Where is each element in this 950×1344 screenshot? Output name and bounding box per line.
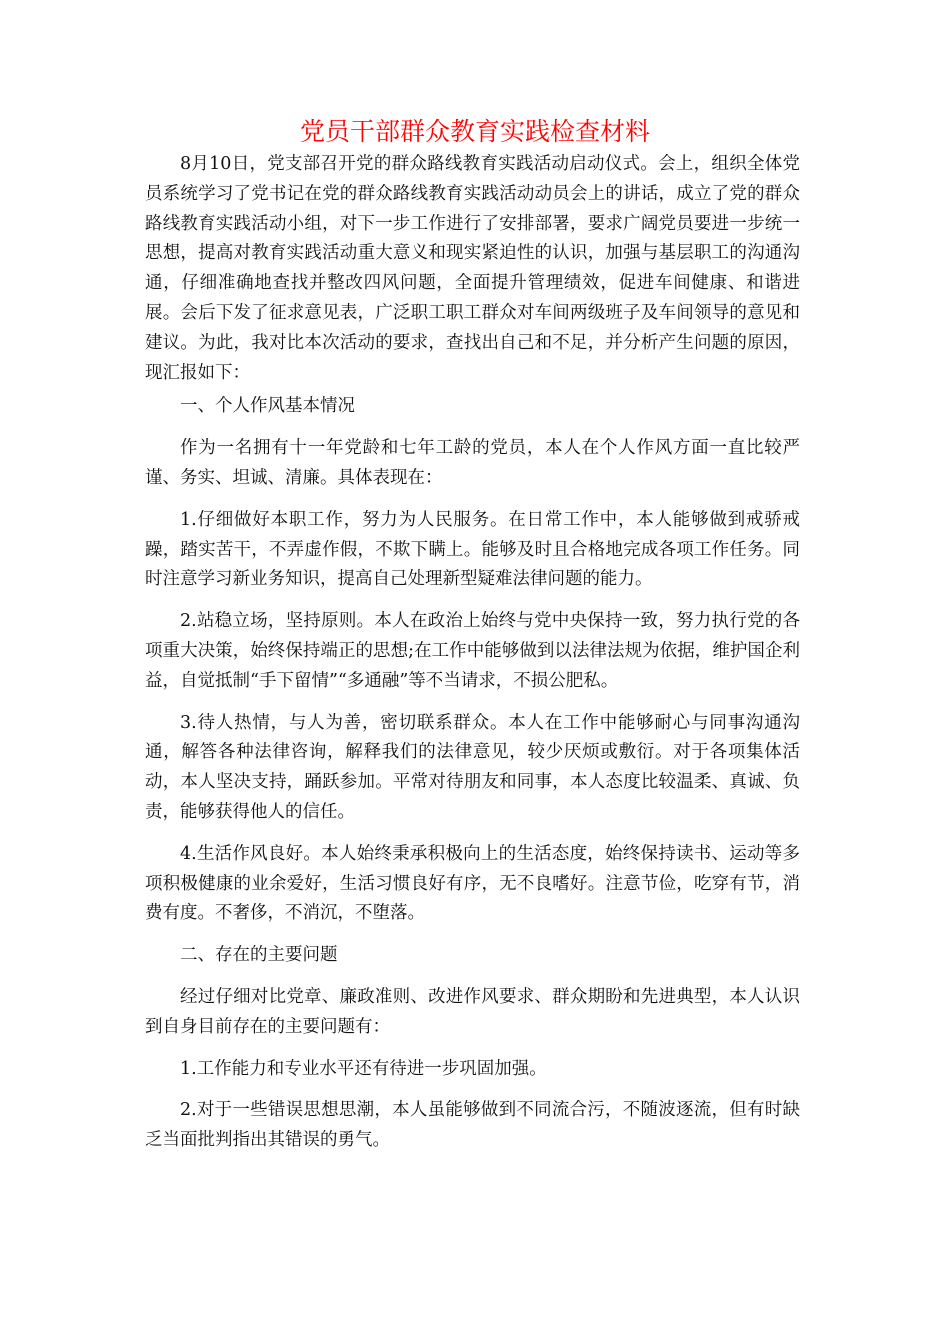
paragraph-intro: 8月10日，党支部召开党的群众路线教育实践活动启动仪式。会上，组织全体党员系统学习了党书记在党的群众路线教育实践活动动员会上的讲话，成立了党的群众路线教育实践活动小组，对下一步工作进行了安排部署，要求广阔党员要进一步统一思想，提高对教育实践活动重大意义和现实紧迫性的认识，加强与基层职工的沟通沟通，仔细准确地查找并整改四风问题，全面提升管理绩效，促进车间健康、和谐进展。会后下发了征求意见表，广泛职工职工群众对车间两级班子及车间领导的意见和建议。为此，我对比本次活动的要求，查找出自己和不足，并分析产生问题的原因，现汇报如下： [145, 154, 800, 383]
list-item-2-2: 2.对于一些错误思想思潮，本人虽能够做到不同流合污，不随波逐流，但有时缺乏当面批判指出其错误的勇气。 [145, 1100, 800, 1151]
paragraph-section-2-intro: 经过仔细对比党章、廉政准则、改进作风要求、群众期盼和先进典型，本人认识到自身目前存在的主要问题有： [145, 986, 800, 1037]
list-item-1-1: 1.仔细做好本职工作，努力为人民服务。在日常工作中，本人能够做到戒骄戒躁，踏实苦干，不弄虚作假，不欺下瞒上。能够及时且合格地完成各项工作任务。同时注意学习新业务知识，提高自己处理新型疑难法律问题的能力。 [145, 509, 800, 590]
list-item-1-3: 3.待人热情，与人为善，密切联系群众。本人在工作中能够耐心与同事沟通沟通，解答各种法律咨询，解释我们的法律意见，较少厌烦或敷衍。对于各项集体活动，本人坚决支持，踊跃参加。平常对待朋友和同事，本人态度比较温柔、真诚、负责，能够获得他人的信任。 [145, 712, 800, 822]
list-item-2-1: 1.工作能力和专业水平还有待进一步巩固加强。 [180, 1058, 547, 1079]
document-title: 党员干部群众教育实践检查材料 [299, 117, 650, 146]
list-item-1-2: 2.站稳立场，坚持原则。本人在政治上始终与党中央保持一致，努力执行党的各项重大决策，始终保持端正的思想;在工作中能够做到以法律法规为依据，维护国企利益，自觉抵制“手下留情”“多通融”等不当请求，不损公肥私。 [145, 611, 800, 691]
document-body [145, 150, 800, 1168]
section-heading-2: 二、存在的主要问题 [180, 945, 338, 966]
section-heading-1: 一、个人作风基本情况 [180, 396, 355, 417]
list-item-1-4: 4.生活作风良好。本人始终秉承积极向上的生活态度，始终保持读书、运动等多项积极健康的业余爱好，生活习惯良好有序，无不良嗜好。注意节俭，吃穿有节，消费有度。不奢侈，不消沉，不堕落。 [145, 843, 800, 924]
paragraph-section-1-intro: 作为一名拥有十一年党龄和七年工龄的党员，本人在个人作风方面一直比较严谨、务实、坦诚、清廉。具体表现在： [145, 438, 800, 488]
